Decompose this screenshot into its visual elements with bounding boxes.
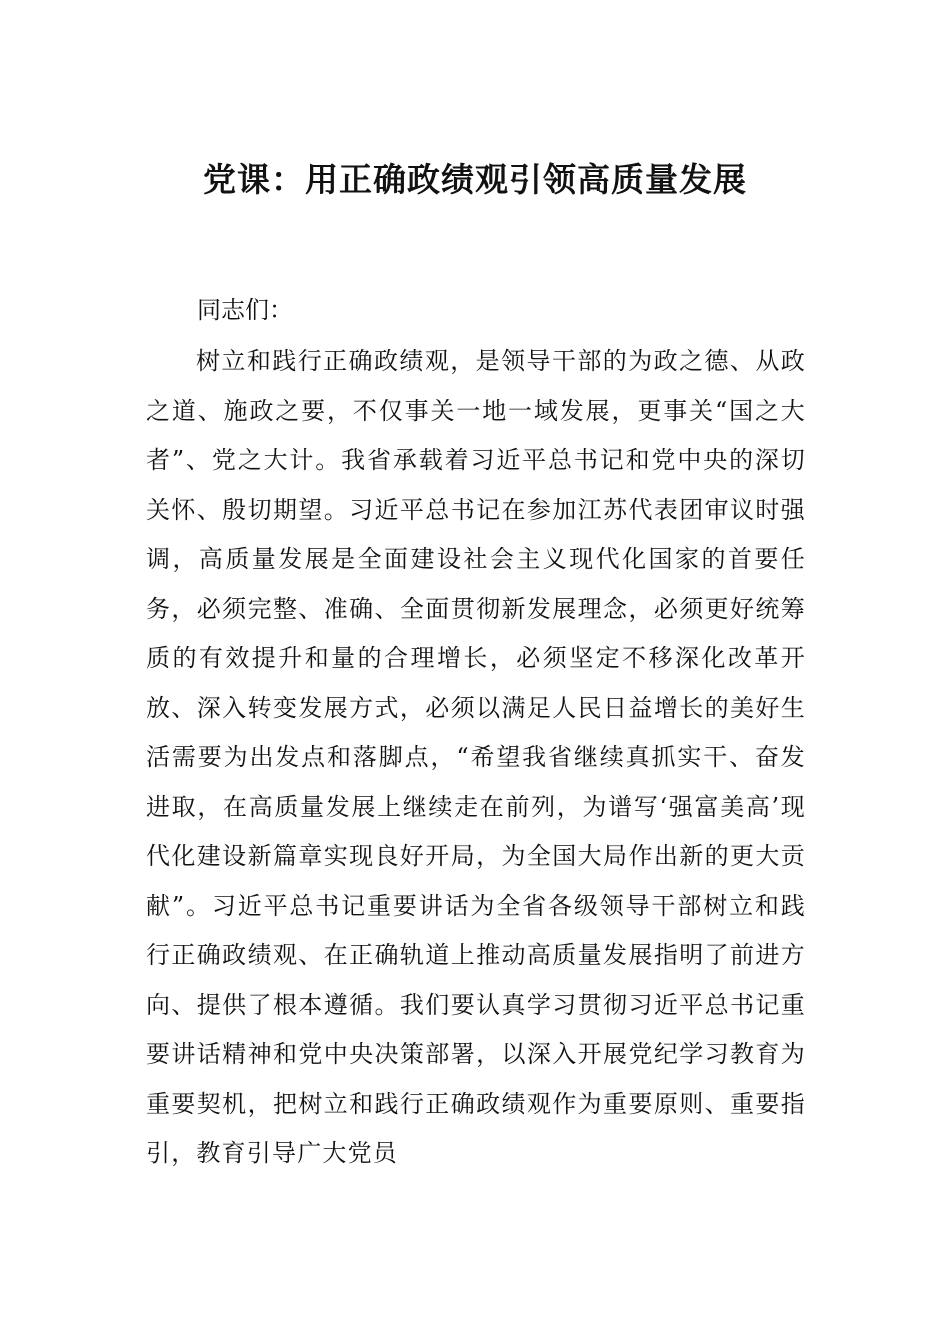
body-paragraph: 树立和践行正确政绩观，是领导干部的为政之德、从政之道、施政之要，不仅事关一地一域发展，更事关“国之大者”、党之大计。我省承载着习近平总书记和党中央的深切关怀、殷切期望。习近平总书记在参加江苏代表团审议时强调，高质量发展是全面建设社会主义现代化国家的首要任务，必须完整、准确、全面贯彻新发展理念，必须更好统筹质的有效提升和量的合理增长，必须坚定不移深化改革开放、深入转变发展方式，必须以满足人民日益增长的美好生活需要为出发点和落脚点，“希望我省继续真抓实干、奋发进取，在高质量发展上继续走在前列，为谱写‘强富美高’现代化建设新篇章实现良好开局，为全国大局作出新的更大贡献”。习近平总书记重要讲话为全省各级领导干部树立和践行正确政绩观、在正确轨道上推动高质量发展指明了前进方向、提供了根本遵循。我们要认真学习贯彻习近平总书记重要讲话精神和党中央决策部署，以深入开展党纪学习教育为重要契机，把树立和践行正确政绩观作为重要原则、重要指引，教育引导广大党员: [146, 347, 806, 1167]
document-title: 党课：用正确政绩观引领高质量发展: [203, 160, 747, 199]
salutation: 同志们：: [197, 296, 293, 324]
